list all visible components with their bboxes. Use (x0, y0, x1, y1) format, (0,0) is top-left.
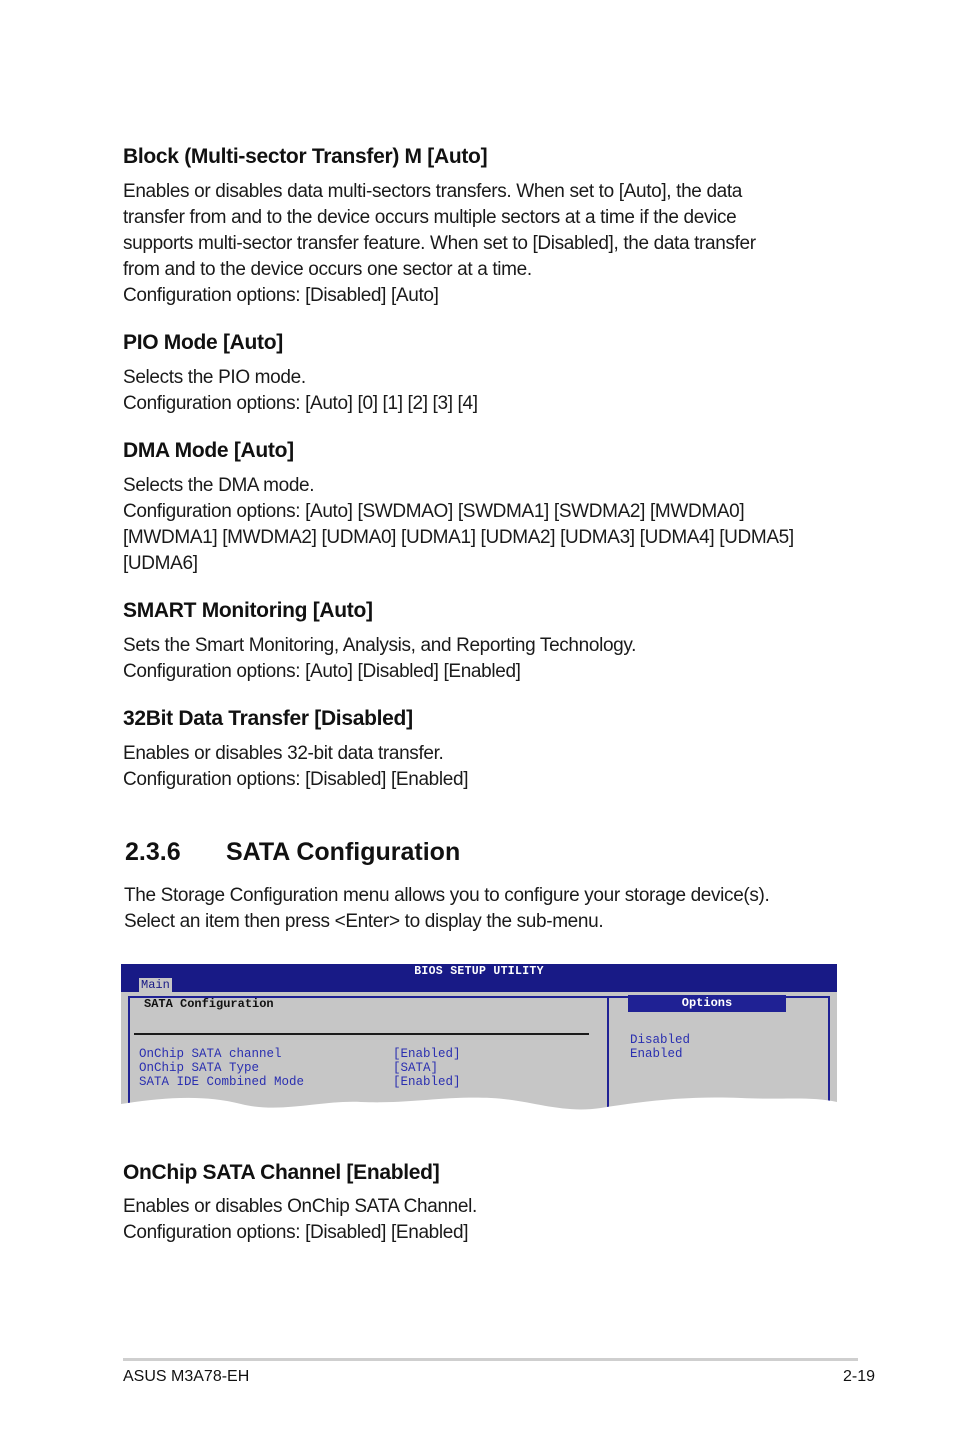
bios-options-header: Options (628, 995, 786, 1012)
text-line: Configuration options: [Auto] [Disabled] [Enabled] (123, 661, 521, 682)
text-line: Configuration options: [Disabled] [Enabled] (123, 1222, 469, 1243)
text-line: Selects the PIO mode. (123, 367, 306, 388)
bios-option-enabled[interactable]: Enabled (630, 1047, 683, 1061)
bios-title-bar (121, 964, 837, 992)
bios-item-value[interactable]: [Enabled] (393, 1075, 461, 1089)
text-line: Configuration options: [Auto] [0] [1] [2] [3] [4] (123, 393, 478, 414)
bios-item-value[interactable]: [Enabled] (393, 1047, 461, 1061)
footer-rule (123, 1358, 858, 1361)
text-line: [UDMA6] (123, 553, 198, 574)
section-title-sata-configuration (125, 838, 460, 867)
torn-edge-graphic (121, 1092, 837, 1128)
heading-block-mode: Block (Multi-sector Transfer) M [Auto] (123, 145, 488, 168)
smart-monitoring-description (123, 633, 843, 685)
heading-dma-mode: DMA Mode [Auto] (123, 439, 294, 462)
footer-product-name: ASUS M3A78-EH (123, 1368, 250, 1385)
text-line: Enables or disables 32-bit data transfer. (123, 743, 444, 764)
text-line: [MWDMA1] [MWDMA2] [UDMA0] [UDMA1] [UDMA2] [UDMA3] [UDMA4] [UDMA5] (123, 527, 794, 548)
bios-item-onchip-sata-type[interactable]: OnChip SATA Type (139, 1061, 260, 1075)
bios-item-value[interactable]: [SATA] (393, 1061, 439, 1075)
heading-smart-monitoring: SMART Monitoring [Auto] (123, 599, 373, 622)
text-line: The Storage Configuration menu allows you to configure your storage device(s). (124, 885, 770, 906)
bios-item-sata-ide-combined-mode[interactable]: SATA IDE Combined Mode (139, 1075, 305, 1089)
bios-title: BIOS SETUP UTILITY (414, 965, 544, 978)
heading-32bit-transfer: 32Bit Data Transfer [Disabled] (123, 707, 413, 730)
bios-option-disabled[interactable]: Disabled (630, 1033, 691, 1047)
text-line: Select an item then press <Enter> to display the sub-menu. (124, 911, 604, 932)
32bit-transfer-description (123, 741, 843, 793)
text-line: Configuration options: [Disabled] [Enabled] (123, 769, 469, 790)
text-line: from and to the device occurs one sector at a time. (123, 259, 532, 280)
text-line: supports multi-sector transfer feature. When set to [Disabled], the data transfer (123, 233, 756, 254)
text-line: Enables or disables data multi-sectors transfers. When set to [Auto], the data (123, 181, 743, 202)
heading-pio-mode: PIO Mode [Auto] (123, 331, 283, 354)
dma-mode-description (123, 473, 843, 577)
footer-page-number: 2-19 (843, 1368, 876, 1385)
section-number: 2.3.6 (125, 838, 181, 866)
text-line: Configuration options: [Auto] [SWDMAO] [SWDMA1] [SWDMA2] [MWDMA0] (123, 501, 745, 522)
tab-main[interactable]: Main (141, 978, 170, 992)
bios-screenshot (121, 964, 837, 1128)
heading-onchip-sata-channel: OnChip SATA Channel [Enabled] (123, 1161, 440, 1184)
bios-item-onchip-sata-channel[interactable]: OnChip SATA channel (139, 1047, 282, 1061)
text-line: Selects the DMA mode. (123, 475, 315, 496)
text-line: transfer from and to the device occurs multiple sectors at a time if the device (123, 207, 737, 228)
block-mode-description (123, 179, 843, 309)
bios-screen-title: SATA Configuration (144, 997, 274, 1011)
onchip-sata-description (123, 1194, 843, 1246)
bios-title-rule (134, 1033, 589, 1035)
section-title-text: SATA Configuration (226, 838, 461, 866)
text-line: Sets the Smart Monitoring, Analysis, and Reporting Technology. (123, 635, 637, 656)
sata-intro (124, 883, 844, 935)
pio-mode-description (123, 365, 843, 417)
text-line: Enables or disables OnChip SATA Channel. (123, 1196, 477, 1217)
text-line: Configuration options: [Disabled] [Auto] (123, 285, 439, 306)
